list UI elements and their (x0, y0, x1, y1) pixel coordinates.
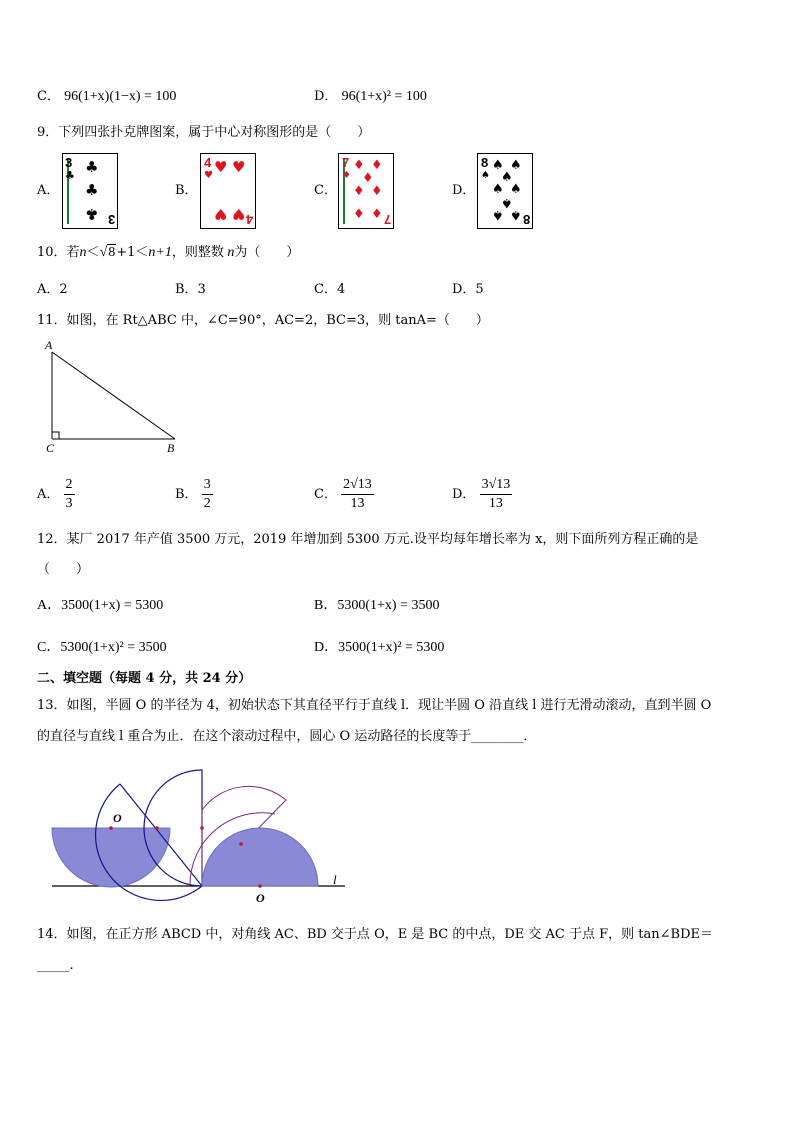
q10-root: 8 (108, 245, 116, 260)
q13-rolling-semicircle-figure (40, 762, 360, 910)
spade-icon: ♠ (492, 207, 504, 222)
center-dot (258, 884, 262, 888)
spade-icon: ♠ (510, 207, 522, 222)
card-rank: 7 (342, 155, 350, 170)
club-icon: ♣ (85, 158, 99, 176)
q10-lt: ＜ (86, 245, 100, 260)
q11-right-triangle-figure (40, 338, 190, 460)
diamond-icon: ♦ (353, 158, 365, 173)
line-l-label: l (333, 872, 337, 887)
heart-icon: ♥ (232, 205, 246, 223)
q10-stem: 10．若n＜√8+1＜n+1，则整数 n为（ ） (37, 245, 300, 260)
fraction: $\frac{2√13}{13}$ (343, 477, 372, 511)
center-dot (109, 826, 113, 830)
q10-n: n (79, 245, 87, 260)
q14-line1: 14．如图，在正方形 ABCD 中，对角线 AC、BD 交于点 O，E 是 BC 的中点，DE 交 AC 于点 F，则 tan∠BDE＝ (37, 927, 713, 942)
q10-option-a: A．2 (37, 282, 68, 297)
q9-option-a-label: A． (37, 183, 60, 198)
q8-option-c-label: C． (37, 89, 60, 104)
card-four-of-hearts (200, 153, 256, 229)
q13-line2: 的直径与直线 l 重合为止．在这个滚动过程中，圆心 O 运动路径的长度等于________． (37, 729, 537, 744)
card-rank: 4 (204, 155, 212, 170)
spade-icon: ♠ (501, 195, 513, 210)
diamond-icon: ♦ (371, 207, 383, 222)
center-o-label-final: O (256, 891, 265, 905)
card-eight-of-spades (477, 153, 533, 229)
fraction: $\frac{3√13}{13}$ (481, 477, 511, 511)
section-title: 二、填空题（每题 4 分，共 24 分） (37, 671, 252, 686)
spade-icon: ♠ (481, 170, 490, 181)
q8-option-d (314, 89, 427, 105)
right-angle-mark (52, 432, 59, 439)
center-o-label-initial: O (113, 811, 122, 825)
q8-option-c-expr: 96(1+x)(1−x) = 100 (64, 89, 177, 104)
q11-option-b (175, 472, 213, 518)
q8-option-c (37, 89, 176, 105)
club-icon: ♣ (85, 205, 99, 223)
q12-paren: （ ） (37, 562, 90, 577)
card-rank: 3 (107, 212, 115, 227)
q12-option-c: C．5300(1+x)² = 3500 (37, 640, 167, 655)
q10-option-c: C．4 (314, 282, 346, 297)
heart-icon: ♥ (232, 158, 246, 176)
diamond-icon: ♦ (342, 170, 351, 181)
q11-option-d (452, 472, 512, 518)
side-ab (52, 352, 175, 439)
q10-plus1: +1＜ (116, 245, 149, 260)
heart-icon: ♥ (204, 170, 213, 181)
q10-option-d: D．5 (452, 282, 484, 297)
diamond-icon: ♦ (371, 184, 383, 199)
q9-option-c-label: C． (314, 183, 337, 198)
card-rank: 8 (481, 155, 489, 170)
vertex-a-label: A (45, 338, 53, 352)
spade-icon: ♠ (501, 170, 513, 185)
q10-stem-a: 10．若 (37, 245, 80, 260)
heart-icon: ♥ (214, 158, 228, 176)
q10-stem-c: 为（ ） (234, 245, 300, 260)
q12-option-d: D．3500(1+x)² = 5300 (314, 640, 445, 655)
spade-icon: ♠ (510, 182, 522, 197)
club-icon: ♣ (65, 169, 75, 182)
q10-stem-b: ，则整数 (171, 245, 224, 260)
club-icon: ♣ (85, 181, 99, 199)
spade-icon: ♠ (510, 158, 522, 173)
card-seven-of-diamonds (338, 153, 394, 229)
spade-icon: ♠ (492, 182, 504, 197)
q10-n: n (227, 245, 235, 260)
card-rank: 4 (245, 212, 253, 227)
semicircle-final (202, 828, 318, 886)
q11-option-c (314, 472, 374, 518)
fraction: $\frac{3}{2}$ (203, 477, 211, 511)
q8-option-d-expr: 96(1+x)² = 100 (341, 89, 427, 104)
option-label: B． (175, 487, 198, 502)
q12-option-a: A．3500(1+x) = 5300 (37, 598, 164, 613)
q8-option-d-label: D． (314, 89, 338, 104)
q11-stem: 11．如图，在 Rt△ABC 中，∠C=90°，AC=2，BC=3，则 tanA=（ ） (37, 313, 489, 328)
q9-option-d-label: D． (452, 183, 476, 198)
q9-stem: 9．下列四张扑克牌图案，属于中心对称图形的是（ ） (37, 125, 371, 140)
card-rank: 8 (522, 212, 530, 227)
diamond-icon: ♦ (362, 171, 374, 186)
spade-icon: ♠ (492, 158, 504, 173)
heart-icon: ♥ (214, 205, 228, 223)
fraction: $\frac{2}{3}$ (65, 477, 73, 511)
q14-line2: _____. (37, 958, 74, 973)
q9-option-b-label: B． (175, 183, 198, 198)
q11-option-a (37, 472, 75, 518)
card-rank: 3 (65, 155, 73, 170)
q12-stem: 12．某厂 2017 年产值 3500 万元，2019 年增加到 5300 万元.设平均每年增长率为 x，则下面所列方程正确的是 (37, 532, 699, 547)
card-rank: 7 (383, 212, 391, 227)
q10-option-b: B．3 (175, 282, 206, 297)
diamond-icon: ♦ (353, 207, 365, 222)
diamond-icon: ♦ (353, 184, 365, 199)
q13-line1: 13．如图，半圆 O 的半径为 4，初始状态下其直径平行于直线 l．现让半圆 O 沿直线 l 进行无滑动滚动，直到半圆 O (37, 698, 712, 713)
q12-option-b: B．5300(1+x) = 3500 (314, 598, 440, 613)
option-label: D． (452, 487, 476, 502)
diamond-icon: ♦ (371, 158, 383, 173)
option-label: C． (314, 487, 337, 502)
vertex-c-label: C (46, 441, 55, 455)
vertex-b-label: B (167, 441, 175, 455)
center-dot (155, 826, 159, 830)
card-three-of-clubs (62, 153, 118, 229)
center-dot (200, 826, 204, 830)
q10-n1: n+1 (148, 245, 172, 260)
center-dot (239, 842, 243, 846)
option-label: A． (37, 487, 60, 502)
